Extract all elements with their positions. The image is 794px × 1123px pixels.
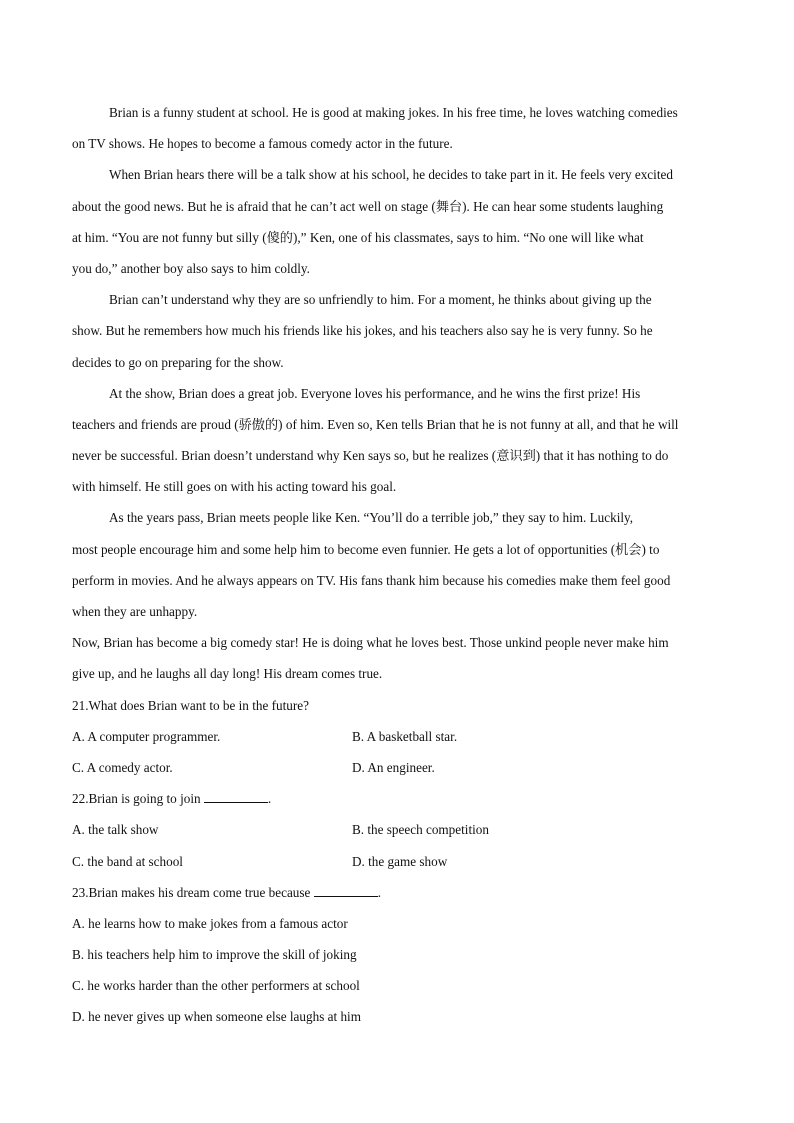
passage-line: show. But he remembers how much his friends like his jokes, and his teachers also say he is very funny. So he xyxy=(72,323,653,339)
passage-line: give up, and he laughs all day long! His dream comes true. xyxy=(72,666,383,682)
passage-line: At the show, Brian does a great job. Everyone loves his performance, and he wins the first prize! His xyxy=(109,385,641,401)
option-c[interactable]: C. he works harder than the other performers at school xyxy=(72,978,360,994)
passage-line: on TV shows. He hopes to become a famous comedy actor in the future. xyxy=(72,136,453,152)
passage-line: As the years pass, Brian meets people like Ken. “You’ll do a terrible job,” they say to him. Luckily, xyxy=(109,510,634,526)
question-number: 21. xyxy=(72,697,89,713)
options-row xyxy=(72,726,718,757)
question-text: What does Brian want to be in the future? xyxy=(88,697,309,713)
question-stem xyxy=(72,788,718,819)
option-a[interactable]: A. he learns how to make jokes from a famous actor xyxy=(72,915,348,931)
option-a[interactable]: A. the talk show xyxy=(72,822,159,838)
document-page xyxy=(72,102,718,1038)
passage-line: Brian can’t understand why they are so unfriendly to him. For a moment, he thinks about giving up the xyxy=(109,292,652,308)
option-b[interactable]: B. A basketball star. xyxy=(352,728,458,744)
passage-line: most people encourage him and some help him to become even funnier. He gets a lot of opportunities (机会) to xyxy=(72,541,660,557)
options-row xyxy=(72,819,718,850)
question-number: 23. xyxy=(72,884,89,900)
answer-blank[interactable] xyxy=(314,882,378,897)
question-text: Brian is going to join xyxy=(88,791,201,807)
passage-line: never be successful. Brian doesn’t understand why Ken says so, but he realizes (意识到) that it has nothing to do xyxy=(72,448,669,464)
passage-line: at him. “You are not funny but silly (傻的),” Ken, one of his classmates, says to him. “No one will like what xyxy=(72,229,644,245)
question-21 xyxy=(72,695,718,789)
question-number: 22. xyxy=(72,791,89,807)
passage-line: you do,” another boy also says to him coldly. xyxy=(72,260,310,276)
passage-line: about the good news. But he is afraid that he can’t act well on stage (舞台). He can hear some students laughing xyxy=(72,198,664,214)
question-22 xyxy=(72,788,718,882)
option-c[interactable]: C. A comedy actor. xyxy=(72,759,173,775)
option-a[interactable]: A. A computer programmer. xyxy=(72,728,221,744)
option-d[interactable]: D. he never gives up when someone else laughs at him xyxy=(72,1009,361,1025)
passage-line: perform in movies. And he always appears on TV. His fans thank him because his comedies make them feel good xyxy=(72,572,671,588)
question-stem xyxy=(72,695,718,726)
option-b[interactable]: B. the speech competition xyxy=(352,822,489,838)
option-c[interactable]: C. the band at school xyxy=(72,853,183,869)
question-text: Brian makes his dream come true because xyxy=(88,884,311,900)
passage-line: when they are unhappy. xyxy=(72,604,198,619)
option-d[interactable]: D. An engineer. xyxy=(352,759,435,775)
option-d[interactable]: D. the game show xyxy=(352,853,448,869)
options-row xyxy=(72,851,718,882)
passage-line: Now, Brian has become a big comedy star! He is doing what he loves best. Those unkind people never make him xyxy=(72,635,669,651)
question-stem xyxy=(72,882,718,913)
passage-line: teachers and friends are proud (骄傲的) of him. Even so, Ken tells Brian that he is not funny at all, and that he will xyxy=(72,416,679,432)
passage-line: with himself. He still goes on with his acting toward his goal. xyxy=(72,479,397,495)
passage-line: decides to go on preparing for the show. xyxy=(72,354,284,370)
options-row xyxy=(72,757,718,788)
passage-line: Brian is a funny student at school. He is good at making jokes. In his free time, he loves watching comedies xyxy=(109,105,678,120)
question-end: . xyxy=(267,791,272,807)
passage-line: When Brian hears there will be a talk show at his school, he decides to take part in it. He feels very excited xyxy=(109,167,673,183)
question-end: . xyxy=(377,884,381,900)
question-23 xyxy=(72,882,718,1038)
reading-passage xyxy=(72,102,718,695)
answer-blank[interactable] xyxy=(204,788,268,803)
option-b[interactable]: B. his teachers help him to improve the skill of joking xyxy=(72,947,357,963)
